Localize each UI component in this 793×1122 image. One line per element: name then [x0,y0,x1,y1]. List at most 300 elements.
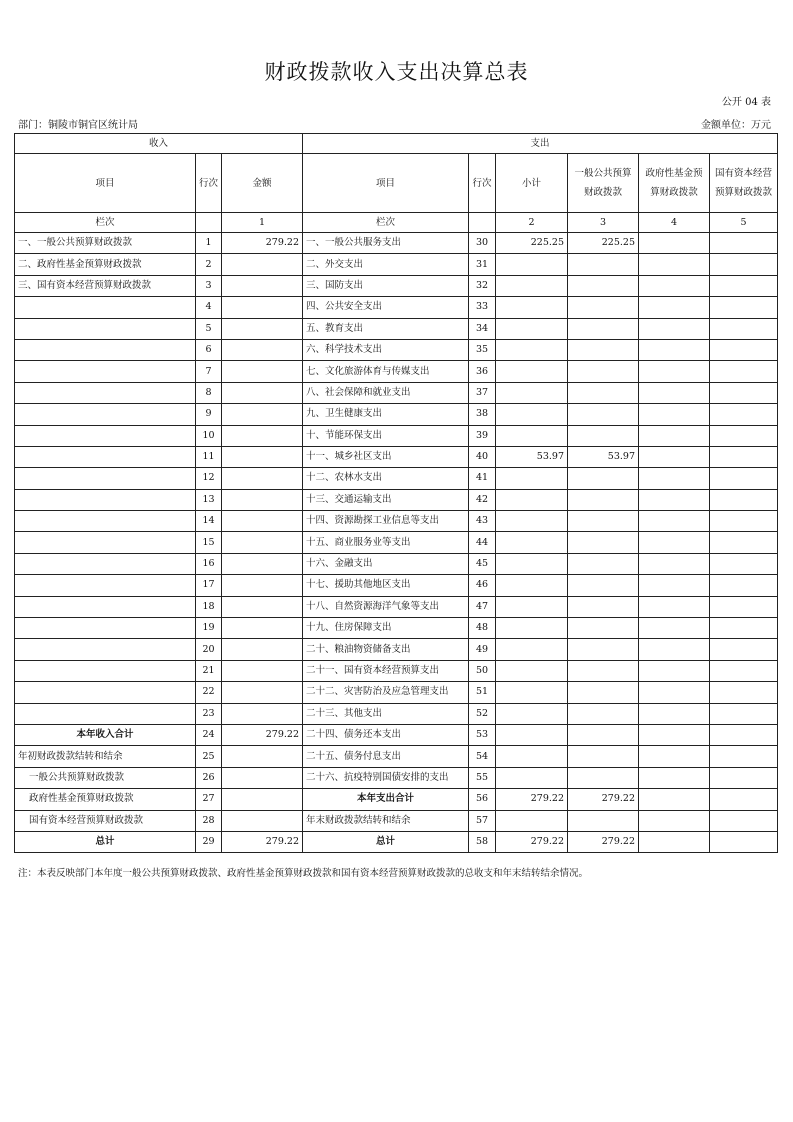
general-budget-cell [568,767,639,788]
footnote: 注：本表反映部门本年度一般公共预算财政拨款、政府性基金预算财政拨款和国有资本经营预算财政拨款的总收支和年末结转结余情况。 [18,868,589,879]
general-budget-cell [568,810,639,831]
state-capital-cell [710,446,778,467]
gov-fund-cell [639,468,710,489]
gov-fund-cell [639,682,710,703]
income-amount-cell [222,511,303,532]
income-line-cell: 9 [196,404,222,425]
income-item-cell: 国有资本经营预算财政拨款 [15,810,196,831]
general-budget-cell: 225.25 [568,233,639,254]
general-budget-cell [568,382,639,403]
income-item-cell: 二、政府性基金预算财政拨款 [15,254,196,275]
income-line-cell: 2 [196,254,222,275]
income-amount-cell [222,746,303,767]
state-capital-cell [710,724,778,745]
page-title: 财政拨款收入支出决算总表 [264,60,529,84]
income-line-cell: 18 [196,596,222,617]
gov-fund-cell [639,254,710,275]
subtotal-cell [496,404,568,425]
expense-line-cell: 50 [469,660,496,681]
gov-fund-cell [639,489,710,510]
general-budget-cell [568,339,639,360]
income-line-cell: 11 [196,446,222,467]
gov-fund-cell [639,660,710,681]
income-amount-cell [222,382,303,403]
income-line-cell: 28 [196,810,222,831]
general-budget-cell [568,575,639,596]
subtotal-cell: 279.22 [496,831,568,852]
state-capital-cell [710,810,778,831]
state-capital-cell [710,425,778,446]
expense-item-cell: 二十五、债务付息支出 [303,746,469,767]
general-budget-cell [568,553,639,574]
header-row-columns [15,154,778,213]
budget-summary-table [14,133,778,853]
state-capital-cell [710,596,778,617]
table-row [15,339,778,360]
subtotal-cell [496,596,568,617]
header-row-column-numbers [15,213,778,233]
state-capital-cell [710,297,778,318]
income-amount-cell [222,361,303,382]
income-amount-cell [222,404,303,425]
expense-line-cell: 31 [469,254,496,275]
expense-item-cell: 十三、交通运输支出 [303,489,469,510]
expense-item-cell: 二十三、其他支出 [303,703,469,724]
gov-fund-cell [639,233,710,254]
general-budget-cell [568,318,639,339]
expense-item-cell: 五、教育支出 [303,318,469,339]
gov-fund-header: 政府性基金预算财政拨款 [639,154,710,213]
income-item-cell [15,382,196,403]
income-amount-cell [222,297,303,318]
table-row [15,682,778,703]
income-amount-cell [222,575,303,596]
income-amount-cell [222,318,303,339]
gov-fund-cell [639,297,710,318]
income-item-cell [15,575,196,596]
subtotal-cell [496,382,568,403]
income-amount-cell [222,596,303,617]
subtotal-cell [496,767,568,788]
expense-line-cell: 58 [469,831,496,852]
department-label: 部门：铜陵市铜官区统计局 [18,120,138,131]
expense-item-cell: 十二、农林水支出 [303,468,469,489]
income-amount-cell [222,489,303,510]
gov-fund-cell [639,746,710,767]
gov-fund-cell [639,639,710,660]
expense-item-cell: 二十二、灾害防治及应急管理支出 [303,682,469,703]
income-amount-cell: 279.22 [222,233,303,254]
subtotal-cell: 225.25 [496,233,568,254]
income-amount-cell [222,425,303,446]
general-budget-cell [568,532,639,553]
table-row [15,532,778,553]
income-amount-cell [222,532,303,553]
income-amount-cell [222,767,303,788]
state-capital-cell [710,489,778,510]
income-amount-cell [222,468,303,489]
income-line-cell: 24 [196,724,222,745]
income-amount-cell: 279.22 [222,831,303,852]
income-item-cell: 总计 [15,831,196,852]
expense-item-cell: 十四、资源勘探工业信息等支出 [303,511,469,532]
state-capital-cell [710,361,778,382]
subtotal-cell [496,297,568,318]
income-line-header: 行次 [196,154,222,213]
state-capital-cell [710,767,778,788]
income-item-cell [15,618,196,639]
income-amount-cell [222,682,303,703]
income-amount-header: 金额 [222,154,303,213]
income-line-cell: 8 [196,382,222,403]
table-row [15,297,778,318]
general-budget-cell [568,425,639,446]
expense-section-header: 支出 [303,134,778,154]
expense-item-cell: 二十四、债务还本支出 [303,724,469,745]
income-amount-cell [222,639,303,660]
state-capital-cell [710,660,778,681]
expense-item-cell: 一、一般公共服务支出 [303,233,469,254]
general-budget-cell [568,511,639,532]
income-item-cell [15,318,196,339]
subtotal-cell [496,254,568,275]
expense-item-cell: 六、科学技术支出 [303,339,469,360]
general-budget-cell: 279.22 [568,789,639,810]
income-line-cell: 29 [196,831,222,852]
income-line-col-empty [196,213,222,233]
expense-line-cell: 36 [469,361,496,382]
expense-line-cell: 52 [469,703,496,724]
general-budget-cell [568,404,639,425]
gov-fund-cell [639,404,710,425]
expense-item-header: 项目 [303,154,469,213]
income-line-cell: 13 [196,489,222,510]
expense-col-label: 栏次 [303,213,469,233]
general-budget-cell: 53.97 [568,446,639,467]
state-capital-cell [710,618,778,639]
table-row [15,446,778,467]
gov-fund-cell [639,425,710,446]
expense-item-cell: 十七、援助其他地区支出 [303,575,469,596]
expense-item-cell: 总计 [303,831,469,852]
table-row [15,660,778,681]
income-item-cell: 一般公共预算财政拨款 [15,767,196,788]
state-capital-cell [710,639,778,660]
expense-line-cell: 45 [469,553,496,574]
header-row-sections [15,134,778,154]
table-row [15,767,778,788]
subtotal-cell [496,489,568,510]
expense-item-cell: 十、节能环保支出 [303,425,469,446]
gov-fund-cell [639,724,710,745]
state-capital-cell [710,746,778,767]
gov-fund-cell [639,618,710,639]
expense-item-cell: 十六、金融支出 [303,553,469,574]
general-budget-cell [568,596,639,617]
gov-fund-cell [639,553,710,574]
general-budget-cell [568,703,639,724]
col-number-2: 2 [496,213,568,233]
income-line-cell: 6 [196,339,222,360]
income-line-cell: 12 [196,468,222,489]
table-row [15,254,778,275]
state-capital-cell [710,339,778,360]
table-row [15,639,778,660]
expense-line-cell: 42 [469,489,496,510]
income-line-cell: 14 [196,511,222,532]
income-line-cell: 20 [196,639,222,660]
expense-line-cell: 56 [469,789,496,810]
income-amount-cell [222,660,303,681]
income-line-cell: 3 [196,275,222,296]
subtotal-cell [496,810,568,831]
general-budget-cell [568,724,639,745]
subtotal-cell [496,553,568,574]
income-amount-cell [222,703,303,724]
gov-fund-cell [639,511,710,532]
expense-item-cell: 年末财政拨款结转和结余 [303,810,469,831]
expense-item-cell: 二、外交支出 [303,254,469,275]
general-budget-cell: 279.22 [568,831,639,852]
income-item-cell [15,339,196,360]
table-row [15,553,778,574]
income-item-cell [15,425,196,446]
col-number-5: 5 [710,213,778,233]
expense-item-cell: 八、社会保障和就业支出 [303,382,469,403]
gov-fund-cell [639,596,710,617]
income-line-cell: 4 [196,297,222,318]
table-row [15,810,778,831]
income-line-cell: 26 [196,767,222,788]
income-item-cell [15,297,196,318]
income-line-cell: 23 [196,703,222,724]
expense-item-cell: 七、文化旅游体育与传媒支出 [303,361,469,382]
expense-line-cell: 46 [469,575,496,596]
table-row [15,233,778,254]
subtotal-cell [496,703,568,724]
subtotal-cell [496,682,568,703]
income-amount-cell [222,254,303,275]
state-capital-cell [710,233,778,254]
state-capital-cell [710,404,778,425]
income-item-cell [15,703,196,724]
income-item-cell [15,489,196,510]
expense-item-cell: 十一、城乡社区支出 [303,446,469,467]
table-row [15,703,778,724]
state-capital-cell [710,254,778,275]
income-amount-cell [222,618,303,639]
income-line-cell: 5 [196,318,222,339]
general-budget-header: 一般公共预算财政拨款 [568,154,639,213]
expense-line-cell: 48 [469,618,496,639]
income-line-cell: 22 [196,682,222,703]
income-line-cell: 27 [196,789,222,810]
table-row [15,575,778,596]
gov-fund-cell [639,275,710,296]
expense-line-cell: 47 [469,596,496,617]
expense-line-cell: 40 [469,446,496,467]
general-budget-cell [568,468,639,489]
expense-item-cell: 本年支出合计 [303,789,469,810]
table-row [15,361,778,382]
general-budget-cell [568,639,639,660]
table-row [15,318,778,339]
table-row [15,831,778,852]
subtotal-cell [496,511,568,532]
income-amount-cell [222,446,303,467]
expense-item-cell: 十九、住房保障支出 [303,618,469,639]
state-capital-cell [710,575,778,596]
income-item-cell: 年初财政拨款结转和结余 [15,746,196,767]
income-amount-cell [222,339,303,360]
subtotal-cell [496,639,568,660]
general-budget-cell [568,618,639,639]
subtotal-header: 小计 [496,154,568,213]
gov-fund-cell [639,789,710,810]
gov-fund-cell [639,575,710,596]
income-line-cell: 16 [196,553,222,574]
table-row [15,746,778,767]
expense-item-cell: 九、卫生健康支出 [303,404,469,425]
general-budget-cell [568,489,639,510]
general-budget-cell [568,660,639,681]
subtotal-cell [496,275,568,296]
income-line-cell: 25 [196,746,222,767]
expense-line-cell: 41 [469,468,496,489]
income-amount-cell: 279.22 [222,724,303,745]
subtotal-cell [496,724,568,745]
subtotal-cell [496,361,568,382]
income-amount-cell [222,553,303,574]
income-item-cell [15,511,196,532]
expense-line-cell: 39 [469,425,496,446]
income-item-cell: 本年收入合计 [15,724,196,745]
subtotal-cell [496,532,568,553]
expense-line-cell: 35 [469,339,496,360]
expense-item-cell: 十五、商业服务业等支出 [303,532,469,553]
subtotal-cell [496,618,568,639]
gov-fund-cell [639,446,710,467]
income-line-cell: 21 [196,660,222,681]
col-number-3: 3 [568,213,639,233]
gov-fund-cell [639,767,710,788]
state-capital-cell [710,682,778,703]
state-capital-cell [710,831,778,852]
subtotal-cell: 53.97 [496,446,568,467]
subtotal-cell [496,318,568,339]
subtotal-cell [496,746,568,767]
state-capital-cell [710,511,778,532]
expense-line-cell: 51 [469,682,496,703]
expense-line-cell: 32 [469,275,496,296]
expense-item-cell: 十八、自然资源海洋气象等支出 [303,596,469,617]
state-capital-cell [710,553,778,574]
income-item-cell [15,404,196,425]
expense-line-cell: 53 [469,724,496,745]
income-item-header: 项目 [15,154,196,213]
state-capital-cell [710,532,778,553]
expense-line-col-empty [469,213,496,233]
expense-item-cell: 二十一、国有资本经营预算支出 [303,660,469,681]
general-budget-cell [568,254,639,275]
expense-line-cell: 44 [469,532,496,553]
expense-line-cell: 34 [469,318,496,339]
subtotal-cell [496,575,568,596]
general-budget-cell [568,275,639,296]
gov-fund-cell [639,339,710,360]
expense-line-cell: 54 [469,746,496,767]
income-line-cell: 17 [196,575,222,596]
expense-line-cell: 37 [469,382,496,403]
table-row [15,382,778,403]
income-item-cell: 一、一般公共预算财政拨款 [15,233,196,254]
subtotal-cell [496,339,568,360]
income-item-cell [15,553,196,574]
expense-item-cell: 四、公共安全支出 [303,297,469,318]
income-item-cell: 三、国有资本经营预算财政拨款 [15,275,196,296]
table-row [15,511,778,532]
col-number-4: 4 [639,213,710,233]
expense-line-header: 行次 [469,154,496,213]
state-capital-cell [710,275,778,296]
table-row [15,618,778,639]
gov-fund-cell [639,703,710,724]
table-row [15,468,778,489]
form-code: 公开 04 表 [721,97,771,108]
income-line-cell: 15 [196,532,222,553]
general-budget-cell [568,682,639,703]
income-item-cell [15,660,196,681]
table-row [15,425,778,446]
gov-fund-cell [639,810,710,831]
income-item-cell [15,596,196,617]
income-item-cell [15,468,196,489]
subtotal-cell [496,425,568,446]
income-amount-cell [222,789,303,810]
state-capital-cell [710,382,778,403]
general-budget-cell [568,297,639,318]
income-amount-cell [222,275,303,296]
expense-line-cell: 33 [469,297,496,318]
unit-label: 金额单位：万元 [701,120,771,131]
expense-line-cell: 55 [469,767,496,788]
expense-item-cell: 二十、粮油物资储备支出 [303,639,469,660]
expense-line-cell: 57 [469,810,496,831]
subtotal-cell [496,468,568,489]
income-item-cell [15,682,196,703]
state-capital-header: 国有资本经营预算财政拨款 [710,154,778,213]
table-row [15,789,778,810]
income-item-cell [15,446,196,467]
income-item-cell [15,361,196,382]
income-line-cell: 7 [196,361,222,382]
gov-fund-cell [639,361,710,382]
expense-line-cell: 43 [469,511,496,532]
income-item-cell [15,532,196,553]
income-amount-cell [222,810,303,831]
expense-line-cell: 49 [469,639,496,660]
general-budget-cell [568,746,639,767]
expense-line-cell: 30 [469,233,496,254]
income-line-cell: 19 [196,618,222,639]
gov-fund-cell [639,318,710,339]
general-budget-cell [568,361,639,382]
table-row [15,404,778,425]
state-capital-cell [710,703,778,724]
expense-line-cell: 38 [469,404,496,425]
income-section-header: 收入 [15,134,303,154]
table-row [15,724,778,745]
